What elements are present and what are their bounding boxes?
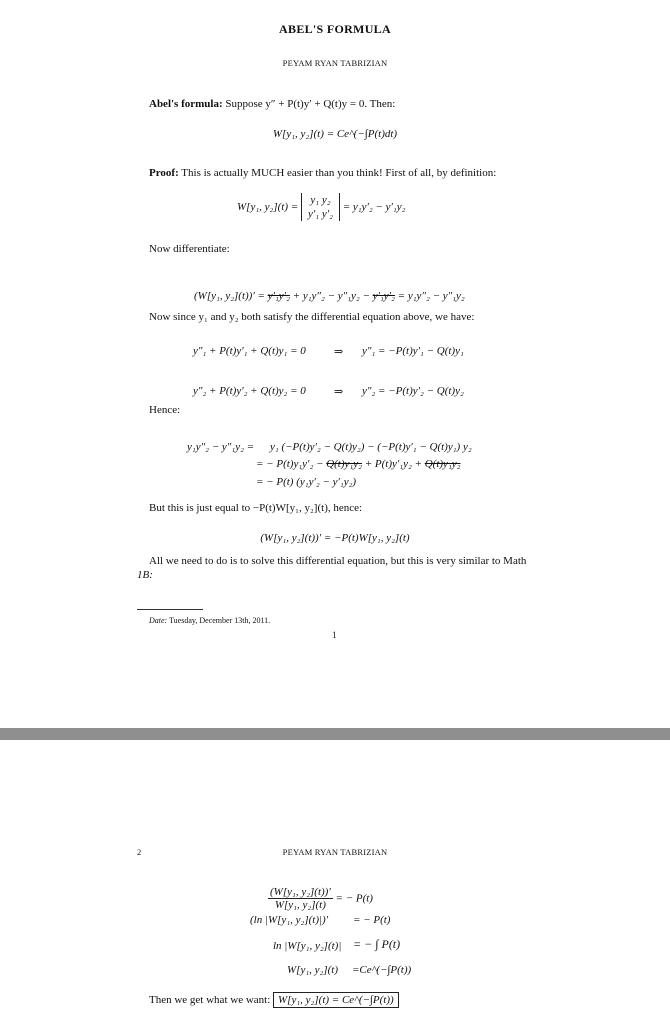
ln-integral-rhs: = − ∫ P(t) [353, 937, 401, 951]
abel-formula-statement [149, 98, 395, 110]
date-value: Tuesday, December 13th, 2011. [169, 616, 271, 625]
fraction-rhs: = − P(t) [335, 892, 373, 905]
wronskian-rhs: = y₁y′₂ − y′₁y₂ [342, 201, 406, 213]
final-statement [149, 992, 399, 1008]
deriv-lhs: (W[y₁, y₂](t))′ = [194, 290, 265, 302]
page-separator [0, 728, 670, 740]
proof-text: This is actually MUCH easier than you think! First of all, by definition: [181, 167, 497, 179]
ln-derivative-rhs: = − P(t) [353, 914, 391, 926]
deriv-middle: + y₁y″₂ − y″₁y₂ − [292, 290, 370, 302]
date-footnote [149, 616, 270, 625]
abel-label: Abel's formula: [149, 98, 223, 110]
wronskian-determinant [301, 193, 340, 221]
ode-y1-left: y″₁ + P(t)y′₁ + Q(t)y₁ = 0 [193, 345, 306, 357]
wronskian-lhs: W[y₁, y₂](t) = [237, 201, 299, 213]
det-row-2: y′₁ y′₂ [307, 208, 333, 220]
ode-y2-right: y″₂ = −P(t)y′₂ − Q(t)y₂ [362, 385, 464, 397]
ln-integral-lhs: ln |W[y₁, y₂](t)| [273, 940, 342, 952]
author-header-2: PEYAM RYAN TABRIZIAN [282, 847, 388, 857]
deriv-rhs: = y₁y″₂ − y″₁y₂ [397, 290, 465, 302]
but-text: But this is just equal to −P(t)W[y₁, y₂](t), hence: [149, 502, 363, 514]
page-number-2: 2 [137, 847, 142, 857]
ode-y2-left: y″₂ + P(t)y′₂ + Q(t)y₂ = 0 [193, 385, 306, 397]
hence-text: Hence: [149, 404, 181, 416]
page-2 [0, 740, 670, 1024]
page-number-1: 1 [332, 630, 337, 640]
hence-line-3: = − P(t) (y₁y′₂ − y′₁y₂) [256, 476, 357, 488]
final-text: Then we get what we want: [149, 994, 271, 1006]
differentiate-text: Now differentiate: [149, 243, 230, 255]
hence-line-2-b: + P(t)y′₁y₂ + [364, 458, 422, 470]
wronskian-definition [237, 193, 405, 221]
solution-lhs: W[y₁, y₂](t) [287, 964, 339, 976]
abel-equation: W[y₁, y₂](t) = Ce^(−∫P(t)dt) [272, 128, 398, 140]
fraction-numerator: (W[y₁, y₂](t))′ [270, 886, 331, 898]
abel-text: Suppose y″ + P(t)y′ + Q(t)y = 0. Then: [225, 98, 396, 110]
cancelled-term-3: Q(t)y₁y₂ [326, 458, 362, 470]
author-header: PEYAM RYAN TABRIZIAN [282, 58, 388, 68]
math-1b-text: 1B: [137, 569, 153, 581]
log-derivative-fraction [268, 886, 373, 911]
ode-y1-right: y″₁ = −P(t)y′₁ − Q(t)y₁ [362, 345, 464, 357]
solution-rhs: =Ce^(−∫P(t)) [352, 964, 412, 976]
since-text: Now since y₁ and y₂ both satisfy the differential equation above, we have: [149, 311, 475, 323]
cancelled-term-2: y′₁y′₂ [372, 290, 395, 302]
proof-label: Proof: [149, 167, 179, 179]
implies-arrow-1: ⇒ [334, 346, 344, 358]
implies-arrow-2: ⇒ [334, 386, 344, 398]
all-we-need-text: All we need to do is to solve this differential equation, but this is very similar to Math [149, 555, 527, 567]
cancelled-term-4: Q(t)y₁y₂ [424, 458, 461, 470]
cancelled-term-1: y′₁y′₂ [267, 290, 290, 302]
hence-line-2 [256, 458, 460, 470]
hence-line-2-a: = − P(t)y₁y′₂ − [256, 458, 324, 470]
hence-line-1-right: y₁ (−P(t)y′₂ − Q(t)y₂) − (−P(t)y′₁ − Q(t)y₁) y₂ [270, 441, 472, 453]
proof-intro [149, 167, 496, 179]
date-label: Date: [149, 616, 168, 625]
derivative-equation [194, 290, 465, 302]
final-boxed-formula: W[y₁, y₂](t) = Ce^(−∫P(t)) [273, 992, 399, 1008]
ln-derivative-lhs: (ln |W[y₁, y₂](t)|)′ [250, 914, 329, 926]
footnote-rule [137, 609, 203, 610]
fraction [268, 886, 333, 911]
det-row-1: y₁ y₂ [310, 194, 331, 206]
document-title: ABEL'S FORMULA [279, 22, 391, 36]
wronskian-ode: (W[y₁, y₂](t))′ = −P(t)W[y₁, y₂](t) [260, 532, 410, 544]
hence-line-1-left: y₁y″₂ − y″₁y₂ = [187, 441, 255, 453]
fraction-denominator: W[y₁, y₂](t) [274, 899, 326, 911]
